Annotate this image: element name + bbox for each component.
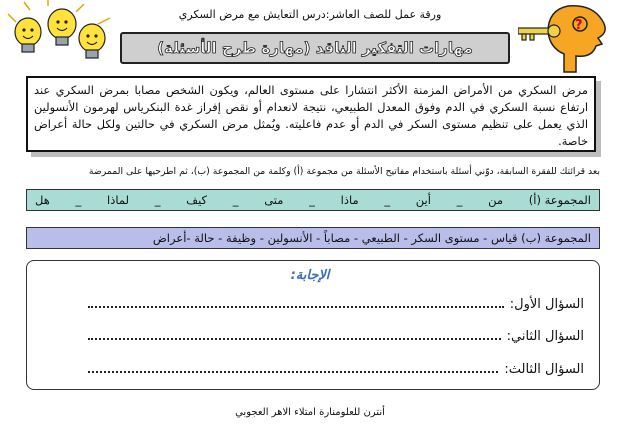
- group-a-separator: _: [384, 193, 391, 207]
- group-b-text: المجموعة (ب) قياس - مستوى السكر - الطبيعي - مصاباً - الأنسولين - وظيفة - حالة -أعراض: [152, 231, 591, 245]
- group-a-separator: _: [309, 193, 315, 207]
- group-a-word: متى: [264, 193, 284, 207]
- group-b-row: [26, 227, 600, 249]
- passage-text: مرض السكري من الأمراض المزمنة الأكثر انتشارا على مستوى العالم، ويكون الشخص مصابا بمرض السكري عند ارتفاع نسبة السكري في الدم وفوق المعدل الطبيعي، نتيجة لانعدام أو نقص إفراز غدة البنكرياس لهرمون الأنسولين الذي يعمل على تنظيم مستوى السكر في الدم أو عدم فاعليته. ويُمثل مرض السكري في حالتين ولكل حالة أعراض خاصة.: [26, 76, 596, 152]
- worksheet-title: ورقة عمل للصف العاشر:درس التعايش مع مرض السكري: [178, 8, 442, 21]
- group-a-word: أين: [415, 193, 431, 207]
- lightbulbs-icon: [2, 0, 120, 70]
- group-a-separator: _: [154, 193, 161, 207]
- group-a-separator: _: [75, 193, 82, 207]
- question-2-answer-field[interactable]: [88, 328, 501, 340]
- question-1-label: السؤال الأول:: [509, 297, 584, 312]
- group-a-word: هل: [35, 193, 50, 207]
- group-a-word: من: [488, 193, 504, 207]
- question-2-label: السؤال الثاني:: [506, 329, 584, 344]
- footer-credit: أنترن للعلومنارة امتلاء الاهر العجوبي: [235, 407, 385, 418]
- head-with-key-icon: [518, 2, 616, 74]
- question-3-line[interactable]: [88, 361, 584, 377]
- group-a-label: المجموعة (أ): [528, 193, 591, 207]
- group-a-word: لماذا: [107, 193, 129, 207]
- question-3-answer-field[interactable]: [88, 361, 498, 373]
- group-a-row: [26, 189, 600, 211]
- group-a-separator: _: [456, 193, 463, 207]
- group-a-word: ماذا: [340, 193, 359, 207]
- group-a-separator: _: [232, 193, 239, 207]
- svg-text:?: ?: [575, 18, 583, 33]
- question-3-label: السؤال الثالث:: [504, 362, 584, 377]
- title-banner: مهارات التفكير الناقد (مهارة طرح الأسئلة): [120, 32, 510, 64]
- instruction-text: بعد قرائتك للفقرة السابقة، دوّني أسئلة باستخدام مفاتيح الأسئلة من مجموعة (أ) وكلمة من المجموعة (ب)، ثم اطرحيها على الممرضة: [88, 166, 600, 177]
- question-1-answer-field[interactable]: [88, 296, 504, 308]
- group-a-word: كيف: [186, 193, 208, 207]
- question-2-line[interactable]: [88, 328, 584, 344]
- answer-heading: الإجابة:: [290, 268, 330, 283]
- question-1-line[interactable]: [88, 296, 584, 312]
